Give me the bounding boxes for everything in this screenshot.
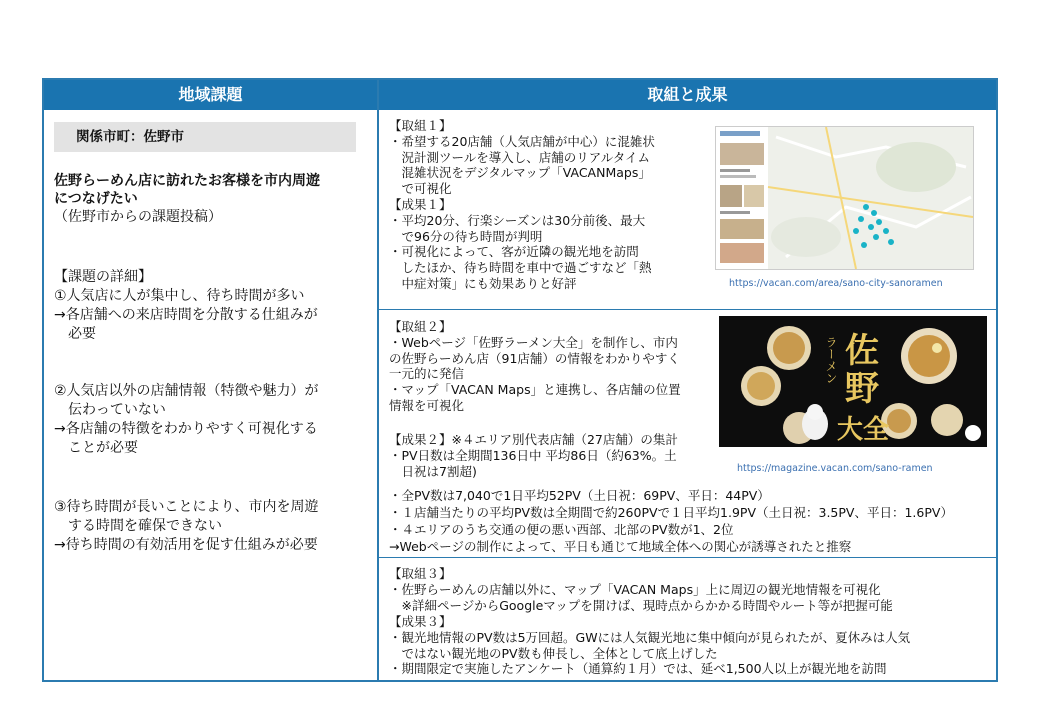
- column-divider: [377, 80, 379, 680]
- sano-ramen-magazine-link[interactable]: https://magazine.vacan.com/sano-ramen: [737, 463, 933, 474]
- vacan-map-link[interactable]: https://vacan.com/area/sano-city-sanoramen: [729, 278, 943, 289]
- header-initiatives-results: 取組と成果: [379, 80, 996, 110]
- vacan-maps-screenshot: [715, 126, 974, 270]
- city-label: 関係市町：佐野市: [54, 122, 356, 152]
- section2-text-mid: 【成果２】※４エリア別代表店舗（27店舗）の集計 ・PV日数は全期間136日中 平均86日（約63%。土 日祝は7割超): [389, 432, 678, 479]
- header-regional-issue: 地域課題: [44, 80, 377, 110]
- map-illustration: [716, 127, 973, 269]
- section2-text-top: 【取組２】 ・Webページ「佐野ラーメン大全」を制作し、市内 の佐野らーめん店（91店舗）の情報をわかりやすく 一元的に発信 ・マップ「VACAN Maps」と連携し、各店舗の位置 情報を可視化: [389, 319, 681, 413]
- row-divider-2: [379, 557, 996, 558]
- poster-big-title: 大全: [837, 415, 890, 445]
- sano-ramen-taizen-poster: [719, 316, 987, 447]
- poster-title-char-2: 野: [845, 369, 879, 409]
- row-divider-1: [379, 309, 996, 310]
- issue-detail-1: 【課題の詳細】 ①人気店に人が集中し、待ち時間が多い →各店舗への来店時間を分散する仕組みが 必要: [54, 269, 318, 342]
- section3-text: 【取組３】 ・佐野らーめんの店舗以外に、マップ「VACAN Maps」上に周辺の観光地情報を可視化 ※詳細ページからGoogleマップを開けば、現時点からかかる時間やルート等が把握可能 【成果３】 ・観光地情報のPV数は5万回超。GWには人気観光地に集中傾向が見られたが、夏休みは人気 ではない観光地のPV数も伸長し、全体として底上げした ・期間限定で実施したアンケート（通算約１月）では、延べ1,500人以上が観光地を訪問: [389, 566, 911, 677]
- section1-text: 【取組１】 ・希望する20店舗（人気店舗が中心）に混雑状 況計測ツールを導入し、店舗のリアルタイム 混雑状況をデジタルマップ「VACANMaps」 で可視化 【成果１】 ・平均20分、行楽シーズンは30分前後、最大 で96分の待ち時間が判明 ・可視化によって、客が近隣の観光地を訪問 したほか、待ち時間を車中で過ごすなど「熱 中症対策」にも効果ありと好評: [389, 118, 655, 291]
- poster-title-char-1: 佐: [845, 331, 879, 371]
- section2-text-bottom: ・全PV数は7,040で1日平均52PV（土日祝：69PV、平日：44PV） ・１店舗当たりの平均PV数は全期間で約260PVで１日平均1.9PV（土日祝：3.5PV、平日：1.6PV） ・４エリアのうち交通の便の悪い西部、北部のPV数が1、2位 →Webページの制作によって、平日も通じて地域全体への関心が誘導されたと推察: [389, 488, 953, 554]
- issue-title: 佐野らーめん店に訪れたお客様を市内周遊 につなげたい: [54, 173, 320, 207]
- issue-detail-2: ②人気店以外の店舗情報（特徴や魅力）が 伝わっていない →各店舗の特徴をわかりやすく可視化する ことが必要: [54, 383, 319, 456]
- poster-illustration: [719, 316, 987, 447]
- poster-subtitle: ラーメン: [824, 336, 838, 384]
- issue-source: （佐野市からの課題投稿）: [54, 209, 222, 225]
- issue-detail-3: ③待ち時間が長いことにより、市内を周遊 する時間を確保できない →待ち時間の有効活用を促す仕組みが必要: [54, 499, 319, 553]
